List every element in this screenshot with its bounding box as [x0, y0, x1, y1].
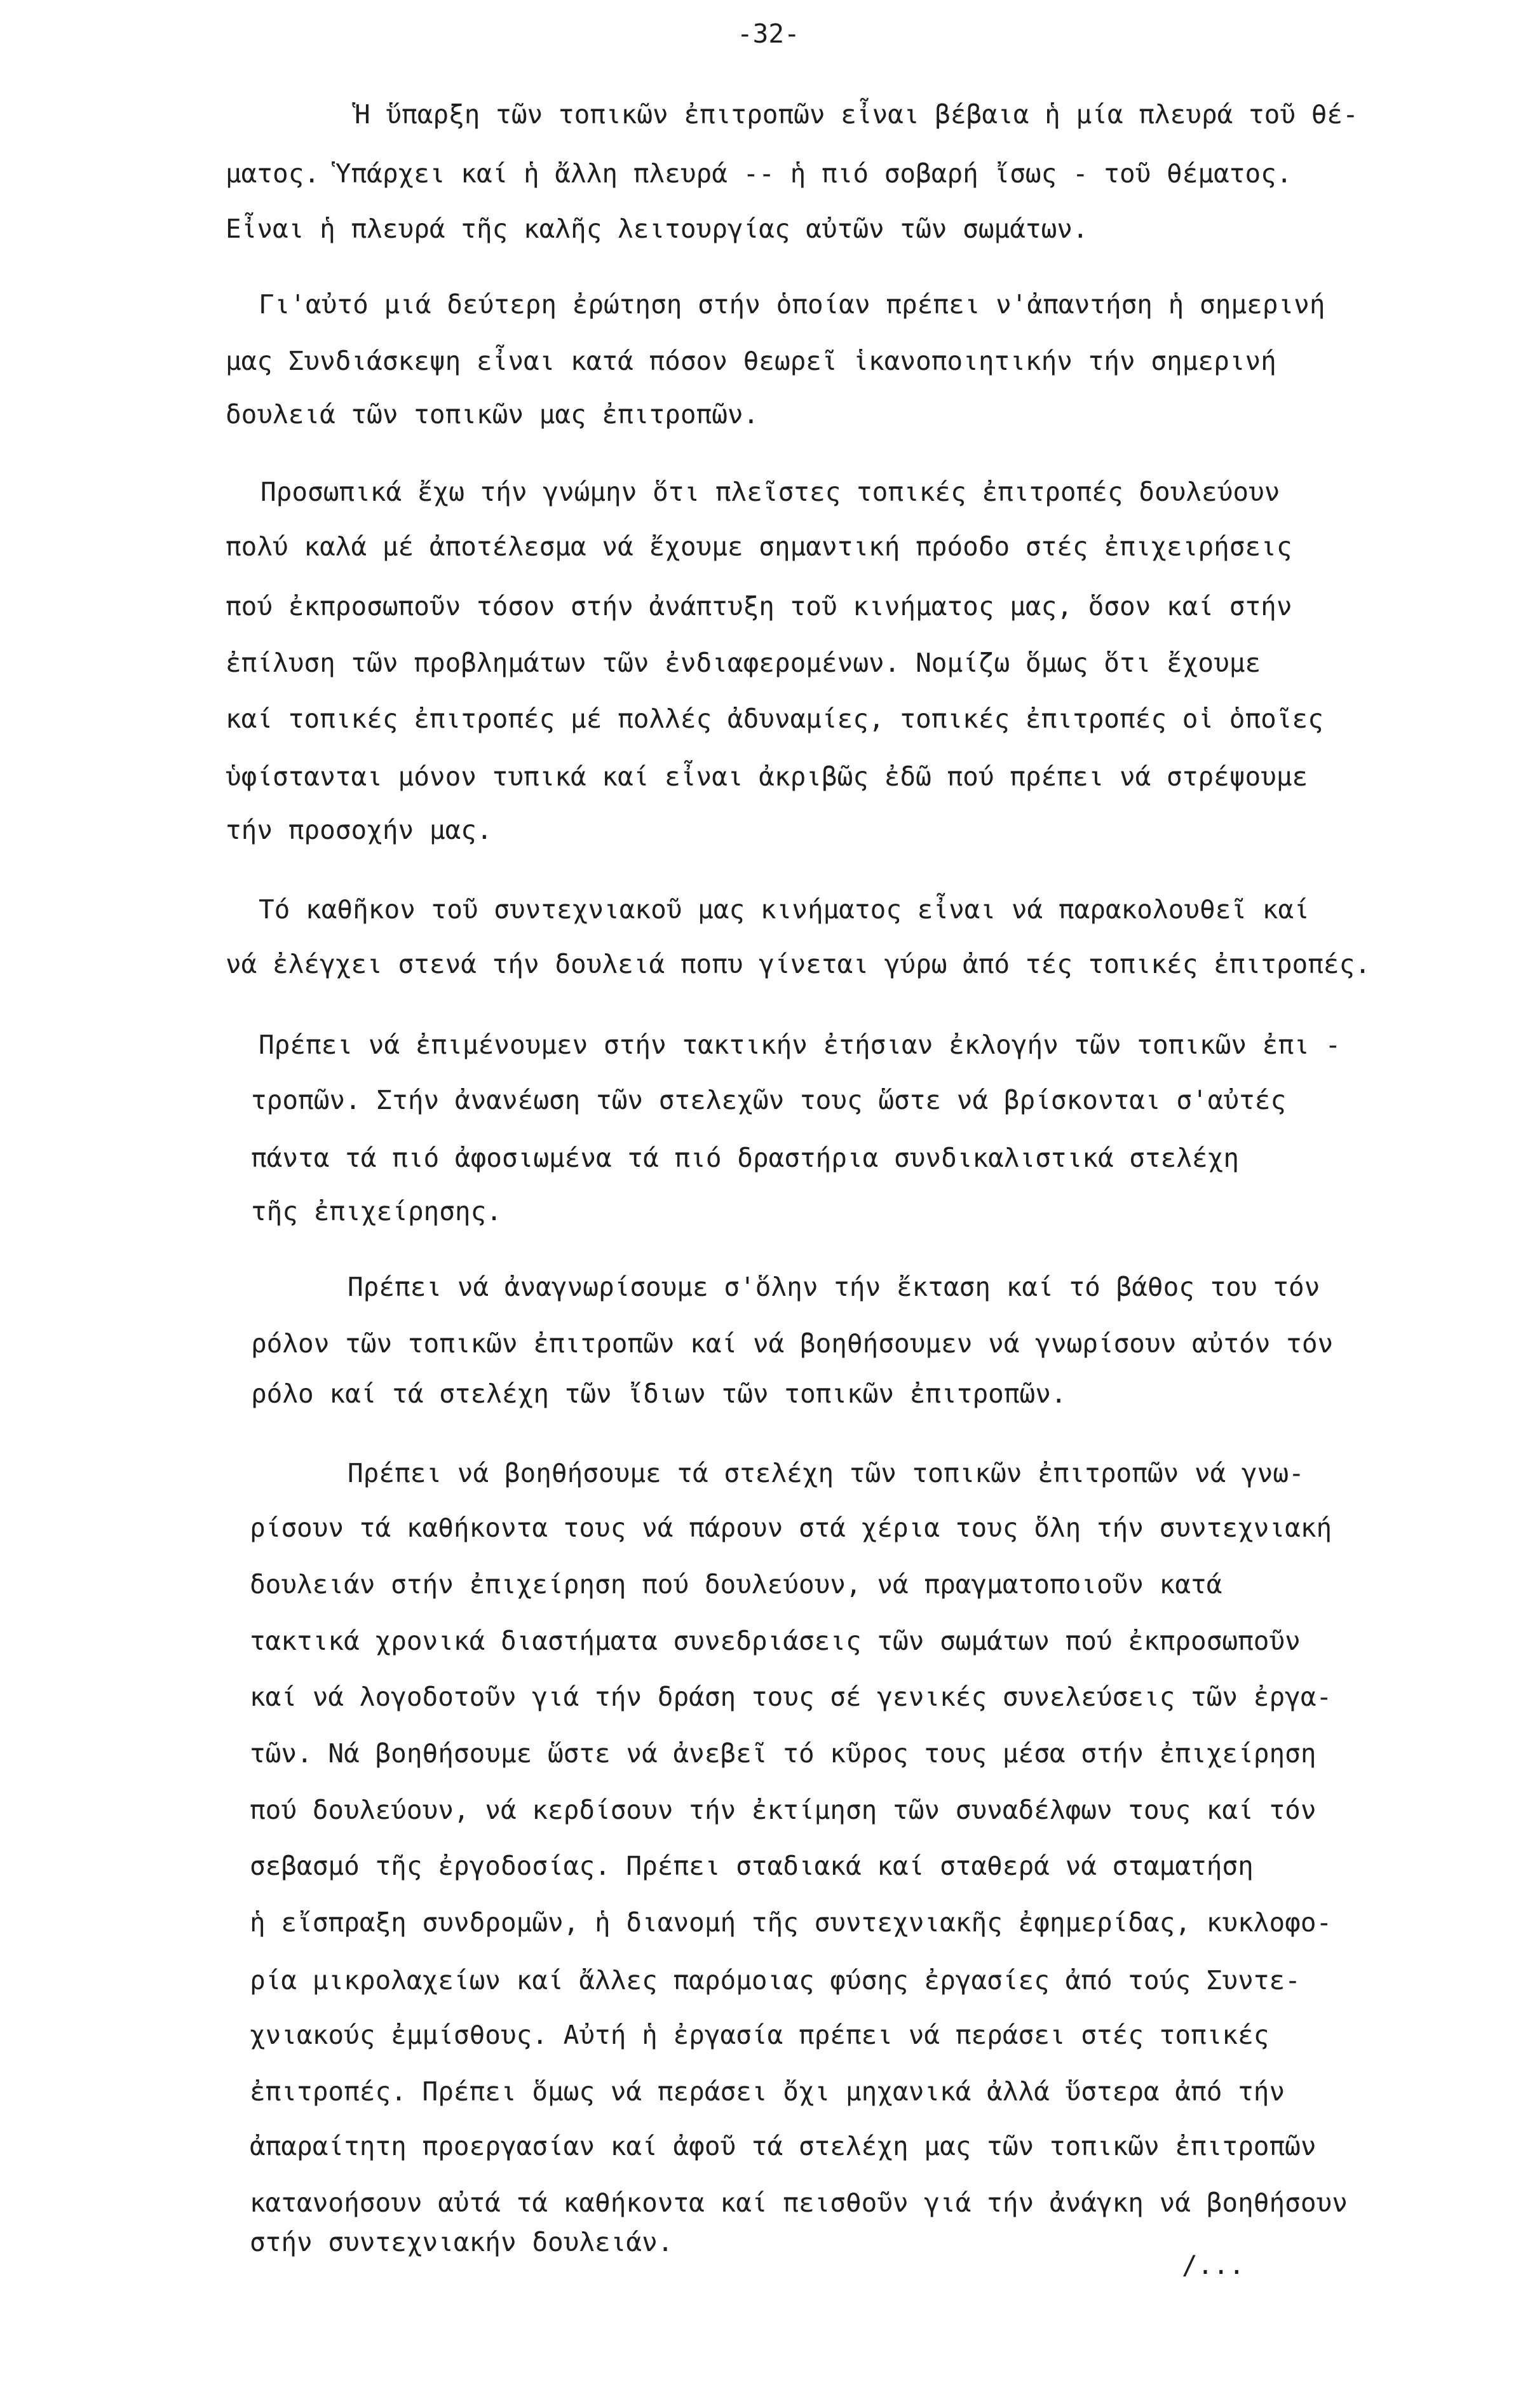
text-line: Πρέπει νά ἀναγνωρίσουμε σ'ὅλην τήν ἔκταση καί τό βάθος του τόν [348, 1272, 1320, 1302]
text-line: τήν προσοχήν μας. [226, 815, 492, 845]
text-line: ἐπιτροπές. Πρέπει ὅμως νά περάσει ὄχι μηχανικά ἀλλά ὕστερα ἀπό τήν [250, 2076, 1285, 2107]
text-line: Πρέπει νά βοηθήσουμε τά στελέχη τῶν τοπικῶν ἐπιτροπῶν νά γνω- [348, 1458, 1304, 1488]
text-line: ἡ εἴσπραξη συνδρομῶν, ἡ διανομή τῆς συντεχνιακῆς ἐφημερίδας, κυκλοφο- [250, 1907, 1332, 1938]
text-line: πολύ καλά μέ ἀποτέλεσμα νά ἔχουμε σημαντική πρόοδο στές ἐπιχειρήσεις [226, 531, 1292, 562]
text-line: στήν συντεχνιακήν δουλειάν. [250, 2227, 674, 2257]
text-line: τροπῶν. Στήν ἀνανέωση τῶν στελεχῶν τους ὥστε νά βρίσκονται σ'αὐτές [251, 1085, 1287, 1115]
text-line: δουλειά τῶν τοπικῶν μας ἐπιτροπῶν. [226, 399, 759, 430]
continuation-mark: /... [1182, 2250, 1245, 2280]
text-line: Εἶναι ἡ πλευρά τῆς καλῆς λειτουργίας αὐτῶν τῶν σωμάτων. [226, 214, 1088, 244]
page-number: -32- [737, 18, 800, 49]
text-line: σεβασμό τῆς ἐργοδοσίας. Πρέπει σταδιακά καί σταθερά νά σταματήση [250, 1851, 1254, 1881]
text-line: καί νά λογοδοτοῦν γιά τήν δράση τους σέ γενικές συνελεύσεις τῶν ἐργα- [250, 1682, 1332, 1712]
text-line: καί τοπικές ἐπιτροπές μέ πολλές ἀδυναμίες, τοπικές ἐπιτροπές οἱ ὁποῖες [226, 704, 1323, 734]
text-line: ρόλον τῶν τοπικῶν ἐπιτροπῶν καί νά βοηθήσουμεν νά γνωρίσουν αὐτόν τόν [251, 1328, 1334, 1359]
text-line: νά ἐλέγχει στενά τήν δουλειά ποπυ γίνεται γύρω ἀπό τές τοπικές ἐπιτροπές. [226, 949, 1371, 979]
text-line: ρίσουν τά καθήκοντα τους νά πάρουν στά χέρια τους ὅλη τήν συντεχνιακή [250, 1513, 1332, 1543]
text-line: τῶν. Νά βοηθήσουμε ὥστε νά ἀνεβεῖ τό κῦρος τους μέσα στήν ἐπιχείρηση [250, 1738, 1317, 1769]
text-line: δουλειάν στήν ἐπιχείρηση πού δουλεύουν, νά πραγματοποιοῦν κατά [250, 1569, 1222, 1600]
text-line: Πρέπει νά ἐπιμένουμεν στήν τακτικήν ἐτήσιαν ἐκλογήν τῶν τοπικῶν ἐπι - [259, 1030, 1341, 1060]
text-line: ρόλο καί τά στελέχη τῶν ἴδιων τῶν τοπικῶν ἐπιτροπῶν. [251, 1378, 1067, 1409]
text-line: κατανοήσουν αὐτά τά καθήκοντα καί πεισθοῦν γιά τήν ἀνάγκη νά βοηθήσουν [250, 2187, 1348, 2218]
text-line: Προσωπικά ἔχω τήν γνώμην ὅτι πλεῖστες τοπικές ἐπιτροπές δουλεύουν [261, 477, 1280, 507]
text-line: Γι'αὐτό μιά δεύτερη ἐρώτηση στήν ὁποίαν πρέπει ν'ἀπαντήση ἡ σημερινή [259, 289, 1325, 320]
text-line: μας Συνδιάσκεψη εἶναι κατά πόσον θεωρεῖ ἱκανοποιητικήν τήν σημερινή [226, 346, 1276, 376]
text-line: Τό καθῆκον τοῦ συντεχνιακοῦ μας κινήματος εἶναι νά παρακολουθεῖ καί [259, 894, 1310, 925]
text-line: τῆς ἐπιχείρησης. [251, 1196, 502, 1227]
text-line: ρία μικρολαχείων καί ἄλλες παρόμοιας φύσης ἐργασίες ἀπό τούς Συντε- [250, 1965, 1301, 1996]
text-line: χνιακούς ἐμμίσθους. Αὐτή ἡ ἐργασία πρέπει νά περάσει στές τοπικές [250, 2020, 1269, 2050]
text-line: πού ἐκπροσωποῦν τόσον στήν ἀνάπτυξη τοῦ κινήματος μας, ὅσον καί στήν [226, 591, 1292, 622]
text-line: ἐπίλυση τῶν προβλημάτων τῶν ἐνδιαφερομένων. Νομίζω ὅμως ὅτι ἔχουμε [226, 648, 1261, 678]
text-line: πού δουλεύουν, νά κερδίσουν τήν ἐκτίμηση τῶν συναδέλφων τους καί τόν [250, 1795, 1317, 1825]
text-line: ὑφίστανται μόνον τυπικά καί εἶναι ἀκριβῶς ἐδῶ πού πρέπει νά στρέψουμε [226, 761, 1308, 792]
text-line: ἀπαραίτητη προεργασίαν καί ἀφοῦ τά στελέχη μας τῶν τοπικῶν ἐπιτροπῶν [250, 2131, 1317, 2161]
text-line: τακτικά χρονικά διαστήματα συνεδριάσεις τῶν σωμάτων πού ἐκπροσωποῦν [250, 1626, 1301, 1656]
text-line: ματος. Ὑπάρχει καί ἡ ἄλλη πλευρά -- ἡ πιό σοβαρή ἴσως - τοῦ θέματος. [226, 158, 1292, 189]
text-line: πάντα τά πιό ἀφοσιωμένα τά πιό δραστήρια συνδικαλιστικά στελέχη [251, 1143, 1240, 1173]
text-line: Ἡ ὕπαρξη τῶν τοπικῶν ἐπιτροπῶν εἶναι βέβαια ἡ μία πλευρά τοῦ θέ- [355, 99, 1358, 130]
